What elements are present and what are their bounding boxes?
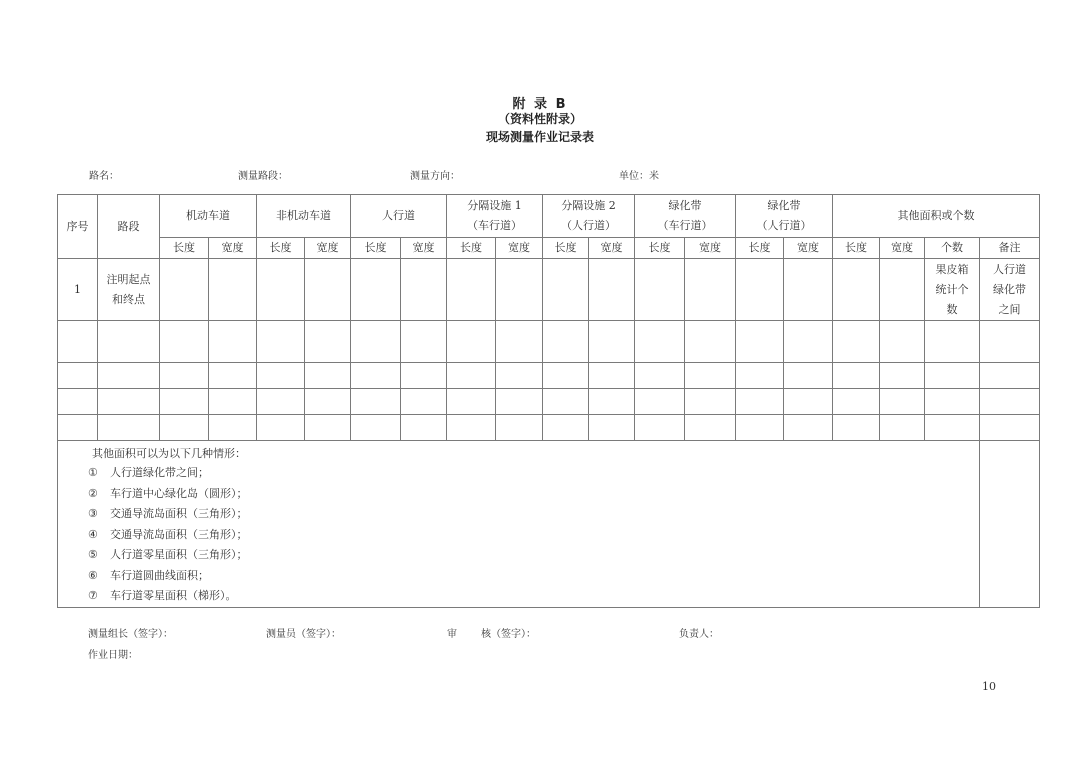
header-green-belt-road-line2: （车行道）: [657, 219, 713, 232]
row1-count-line3: 数: [946, 302, 958, 316]
notes-item: [88, 545, 979, 566]
surveyor-signature-label: 测量员（签字）：: [266, 629, 341, 640]
table-row: [58, 415, 1040, 441]
row1-section-line2: 和终点: [112, 292, 145, 306]
notes-item: [88, 586, 979, 607]
sub-length: 长度: [160, 238, 209, 259]
notes-cell: [58, 441, 980, 608]
notes-item-number: ④: [88, 527, 98, 541]
notes-item-text: 人行道零星面积（三角形）；: [110, 548, 248, 561]
direction-label: 测量方向：: [410, 171, 460, 182]
row1-remark-line3: 之间: [998, 302, 1021, 316]
row1-section-line1: 注明起点: [106, 272, 151, 286]
notes-item: [88, 525, 979, 546]
notes-item-text: 车行道圆曲线面积；: [110, 568, 209, 582]
sub-length: 长度: [351, 238, 401, 259]
notes-item: [88, 504, 979, 525]
page-number: 10: [982, 680, 996, 693]
notes-item-text: 车行道中心绿化岛（圆形）；: [110, 486, 248, 500]
header-divider-2: [543, 195, 635, 238]
record-table: [57, 194, 1040, 608]
sub-count: 个数: [925, 238, 980, 259]
sub-remark: 备注: [980, 238, 1040, 259]
header-divider-1-line1: 分隔设施 1: [467, 199, 522, 212]
sub-width: 宽度: [685, 238, 736, 259]
notes-item-text: 车行道零星面积（梯形）。: [110, 589, 237, 602]
notes-item: [88, 566, 979, 587]
sub-width: 宽度: [401, 238, 447, 259]
sub-width: 宽度: [305, 238, 351, 259]
row1-count: [925, 259, 980, 321]
section-label: 测量路段：: [238, 171, 288, 182]
header-green-belt-road-line1: 绿化带: [668, 199, 702, 212]
header-divider-1: [447, 195, 543, 238]
row1-section: [98, 259, 160, 321]
table-row: [58, 321, 1040, 363]
header-seq: 序号: [58, 195, 98, 259]
review-label-b: 核（签字）：: [481, 629, 536, 640]
header-divider-1-line2: （车行道）: [467, 219, 522, 232]
notes-side-cell: [980, 441, 1040, 608]
sub-width: 宽度: [209, 238, 257, 259]
row1-count-line2: 统计个: [935, 282, 969, 296]
notes-item-number: ②: [88, 486, 98, 500]
notes-title: 其他面积可以为以下几种情形：: [92, 447, 246, 460]
header-green-belt-sidewalk-line1: 绿化带: [767, 199, 801, 212]
unit-label: 单位：米: [619, 171, 659, 182]
notes-item: [88, 463, 979, 484]
sub-length: 长度: [635, 238, 685, 259]
row1-remark: [980, 259, 1040, 321]
row1-count-line1: 果皮箱: [935, 262, 969, 276]
row1-remark-line1: 人行道: [993, 262, 1026, 276]
appendix-type: （资料性附录）: [497, 112, 582, 126]
header-sidewalk: 人行道: [351, 195, 447, 238]
responsible-label: 负责人：: [679, 629, 719, 640]
form-title: 现场测量作业记录表: [485, 130, 594, 144]
sub-width: 宽度: [589, 238, 635, 259]
sub-length: 长度: [257, 238, 305, 259]
header-divider-2-line1: 分隔设施 2: [561, 199, 616, 212]
sub-length: 长度: [833, 238, 880, 259]
sub-length: 长度: [447, 238, 496, 259]
table-row: [58, 259, 1040, 321]
sub-length: 长度: [736, 238, 784, 259]
table-row: [58, 389, 1040, 415]
notes-item-number: ③: [88, 507, 98, 520]
header-green-belt-road: [635, 195, 736, 238]
row1-remark-line2: 绿化带: [993, 282, 1026, 296]
header-other-area: 其他面积或个数: [833, 195, 1040, 238]
notes-item-text: 人行道绿化带之间；: [110, 466, 209, 479]
notes-item-number: ①: [88, 466, 98, 479]
notes-item-text: 交通导流岛面积（三角形）；: [110, 527, 248, 541]
sub-length: 长度: [543, 238, 589, 259]
work-date-label: 作业日期：: [88, 650, 138, 661]
review-label-a: 审: [447, 629, 457, 640]
road-name-label: 路名：: [89, 171, 119, 182]
notes-item-number: ⑤: [88, 548, 98, 561]
notes-item-number: ⑦: [88, 589, 98, 602]
sub-width: 宽度: [880, 238, 925, 259]
table-row: [58, 363, 1040, 389]
sub-width: 宽度: [784, 238, 833, 259]
leader-signature-label: 测量组长（签字）：: [88, 629, 173, 640]
header-divider-2-line2: （人行道）: [561, 219, 616, 232]
header-section: 路段: [98, 195, 160, 259]
row1-seq: 1: [58, 259, 98, 321]
header-green-belt-sidewalk: [736, 195, 833, 238]
notes-item-number: ⑥: [88, 568, 98, 582]
appendix-label: 附 录 B: [512, 97, 568, 112]
header-nonmotor-lane: 非机动车道: [257, 195, 351, 238]
notes-item: [88, 484, 979, 505]
header-motor-lane: 机动车道: [160, 195, 257, 238]
sub-width: 宽度: [496, 238, 543, 259]
notes-item-text: 交通导流岛面积（三角形）；: [110, 507, 248, 520]
header-green-belt-sidewalk-line2: （人行道）: [756, 219, 812, 232]
